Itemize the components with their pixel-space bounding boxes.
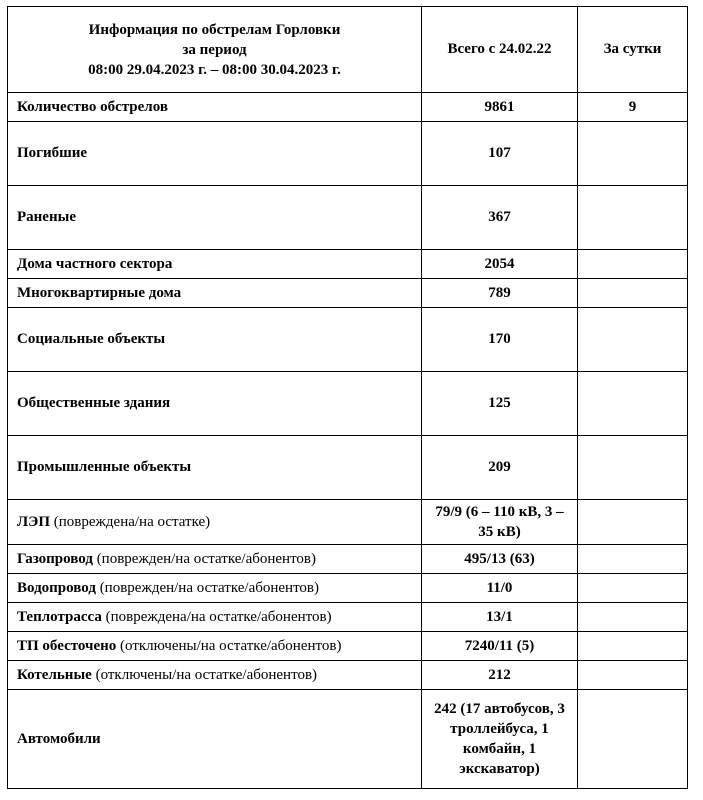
row-daily-value [578,372,688,436]
table-row [8,308,688,372]
row-label-bold: Теплотрасса [17,608,102,625]
row-total-value: 495/13 (63) [422,545,578,574]
table-row [8,279,688,308]
row-label-note: (повреждена/на остатке/абонентов) [101,608,332,625]
row-label [8,661,422,690]
shelling-report-table [7,6,688,789]
row-daily-value [578,308,688,372]
row-total-value: 7240/11 (5) [422,632,578,661]
row-label-bold: Социальные объекты [17,331,166,347]
row-total-value: 9861 [422,93,578,122]
row-label-bold: Погибшие [17,145,88,161]
row-total-value: 212 [422,661,578,690]
row-total-value: 789 [422,279,578,308]
table-row [8,186,688,250]
row-label [8,436,422,500]
table-row [8,436,688,500]
row-label [8,308,422,372]
row-daily-value [578,603,688,632]
table-row [8,500,688,545]
row-total-value [422,690,578,789]
table-row [8,93,688,122]
row-daily-value [578,661,688,690]
report-period-dates-line: 08:00 29.04.2023 г. – 08:00 30.04.2023 г. [88,61,341,78]
row-daily-value [578,574,688,603]
row-label-bold: Многоквартирные дома [17,284,182,301]
row-label-note: (отключены/на остатке/абонентов) [116,637,342,654]
row-label-bold: Водопровод [17,579,96,596]
row-label-bold: Общественные здания [17,395,171,411]
row-total-line: 242 (17 автобусов, 3 [434,701,565,717]
table-row [8,250,688,279]
row-label-bold: ЛЭП [17,513,51,530]
report-period-label-line: за период [182,41,247,58]
row-label [8,122,422,186]
row-label-bold: Автомобили [17,730,101,747]
row-total-line: 35 кВ) [478,524,521,540]
row-total-line: троллейбуса, 1 [450,721,549,737]
row-total-value [422,500,578,545]
row-daily-value [578,436,688,500]
row-total-value: 2054 [422,250,578,279]
row-label-bold: Газопровод [17,550,93,567]
row-daily-value [578,500,688,545]
row-total-line: комбайн, 1 [462,741,537,757]
row-total-value: 125 [422,372,578,436]
row-label [8,500,422,545]
row-label-bold: Промышленные объекты [17,459,192,475]
report-title-line: Информация по обстрелам Горловки [88,21,341,38]
total-column-header: Всего с 24.02.22 [422,7,578,93]
row-daily-value [578,545,688,574]
daily-column-header: За сутки [578,7,688,93]
row-total-value: 367 [422,186,578,250]
row-label-note: (отключены/на остатке/абонентов) [91,666,318,683]
row-total-value: 13/1 [422,603,578,632]
row-total-value: 107 [422,122,578,186]
row-label-bold: Котельные [17,666,92,683]
row-label-bold: Дома частного сектора [17,255,173,272]
row-label [8,250,422,279]
table-row [8,372,688,436]
report-period-header [8,7,422,93]
row-label [8,186,422,250]
row-daily-value: 9 [578,93,688,122]
row-label [8,603,422,632]
row-label-note: (поврежден/на остатке/абонентов) [92,550,317,567]
row-label [8,632,422,661]
row-total-line: 79/9 (6 – 110 кВ, 3 – [435,504,564,520]
row-total-value: 11/0 [422,574,578,603]
row-label-bold: Раненые [17,209,76,225]
row-daily-value [578,279,688,308]
table-row [8,661,688,690]
table-row [8,545,688,574]
row-total-value: 170 [422,308,578,372]
row-label [8,372,422,436]
row-label-note: (повреждена/на остатке) [50,513,211,530]
row-label [8,545,422,574]
row-label [8,93,422,122]
table-row [8,632,688,661]
table-row [8,574,688,603]
table-row [8,690,688,789]
row-daily-value [578,690,688,789]
row-total-line: экскаватор) [459,761,540,777]
row-daily-value [578,186,688,250]
table-header-row [8,7,688,93]
row-label [8,690,422,789]
row-daily-value [578,250,688,279]
row-label-bold: ТП обесточено [17,637,117,654]
row-total-value: 209 [422,436,578,500]
table-row [8,603,688,632]
row-daily-value [578,632,688,661]
table-row [8,122,688,186]
row-daily-value [578,122,688,186]
row-label [8,574,422,603]
row-label-note: (поврежден/на остатке/абонентов) [95,579,320,596]
row-label-bold: Количество обстрелов [17,98,168,115]
row-label [8,279,422,308]
